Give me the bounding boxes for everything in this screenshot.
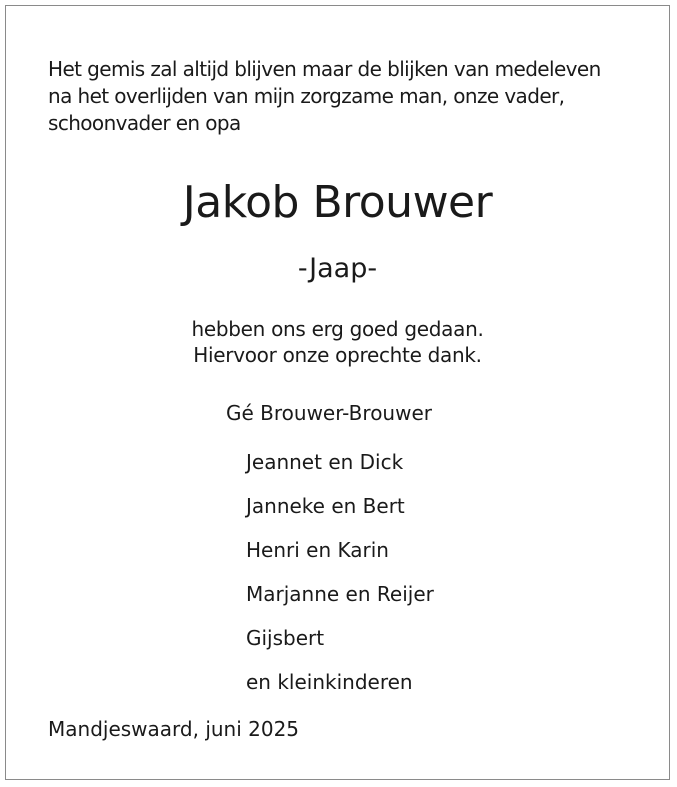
deceased-name: Jakob Brouwer (182, 177, 493, 228)
family-member: Jeannet en Dick (246, 450, 404, 474)
thanks-text (6, 316, 669, 368)
thanks-line: hebben ons erg goed gedaan. (191, 317, 484, 341)
deceased-nickname: -Jaap- (297, 253, 378, 284)
family-member: en kleinkinderen (246, 670, 413, 694)
family-member: Gijsbert (246, 626, 325, 650)
signer-name: Gé Brouwer-Brouwer (226, 401, 432, 425)
announcement-frame (5, 5, 670, 780)
place-date: Mandjeswaard, juni 2025 (48, 717, 300, 741)
intro-line: na het overlijden van mijn zorgzame man, onze vader, (48, 84, 565, 108)
intro-line: Het gemis zal altijd blijven maar de blijken van medeleven (48, 57, 601, 81)
family-member: Henri en Karin (246, 538, 389, 562)
family-list (246, 440, 434, 704)
family-member: Janneke en Bert (246, 494, 405, 518)
thanks-line: Hiervoor onze oprechte dank. (193, 343, 482, 367)
intro-line: schoonvader en opa (48, 111, 241, 135)
intro-text (48, 56, 648, 137)
family-member: Marjanne en Reijer (246, 582, 434, 606)
